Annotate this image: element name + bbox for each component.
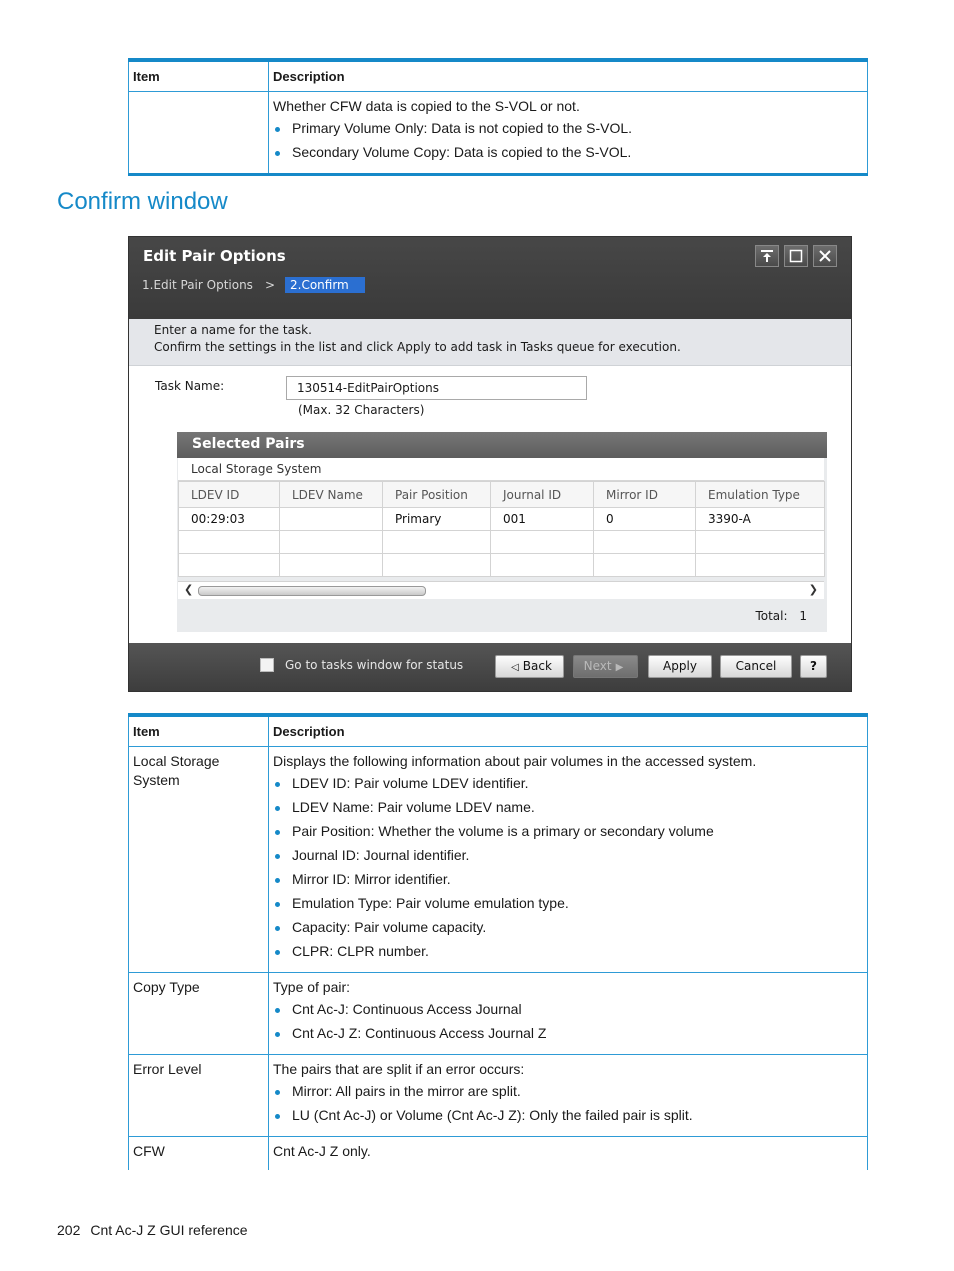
table-row	[129, 973, 868, 1055]
header-description: Description	[269, 60, 868, 92]
table-row	[129, 747, 868, 973]
bullet-list	[273, 1000, 863, 1043]
table-row	[129, 1055, 868, 1137]
confirm-window-description-table	[128, 713, 868, 1170]
list-item: Primary Volume Only: Data is not copied to the S-VOL.	[273, 119, 863, 138]
footer-title: Cnt Ac-J Z GUI reference	[90, 1222, 248, 1238]
description-cell	[269, 1055, 868, 1137]
list-item: Mirror ID: Mirror identifier.	[273, 870, 863, 889]
edit-pair-options-dialog	[128, 236, 852, 692]
task-name-label: Task Name:	[155, 379, 225, 393]
section-heading: Confirm window	[57, 188, 228, 215]
item-cell: Copy Type	[129, 973, 269, 1055]
list-item: LDEV Name: Pair volume LDEV name.	[273, 798, 863, 817]
instruction-line: Enter a name for the task.	[154, 323, 312, 337]
go-to-tasks-checkbox[interactable]	[260, 658, 274, 672]
item-cell: Local Storage System	[129, 747, 269, 973]
column-journal-id[interactable]: Journal ID	[491, 482, 594, 508]
next-button[interactable]	[573, 655, 638, 678]
list-item: LDEV ID: Pair volume LDEV identifier.	[273, 774, 863, 793]
table-cell	[280, 531, 383, 554]
table-cell	[594, 554, 696, 577]
instructions-panel	[129, 319, 851, 366]
scroll-left-icon[interactable]: ❮	[184, 583, 194, 596]
description-intro: Type of pair:	[273, 979, 351, 995]
table-row[interactable]	[179, 508, 825, 531]
table-cell: 0	[594, 508, 696, 531]
back-button[interactable]	[495, 655, 564, 678]
total-label: Total:	[755, 609, 788, 623]
go-to-tasks-label[interactable]: Go to tasks window for status	[285, 658, 464, 672]
cancel-button[interactable]: Cancel	[720, 655, 792, 678]
list-item: Mirror: All pairs in the mirror are split.	[273, 1082, 863, 1101]
header-item: Item	[129, 60, 269, 92]
scroll-right-icon[interactable]: ❯	[808, 583, 818, 596]
dialog-titlebar	[129, 237, 851, 319]
breadcrumb	[142, 278, 365, 292]
page-footer	[57, 1222, 248, 1238]
next-button-label: Next	[583, 659, 612, 673]
chevron-left-icon: ◁	[511, 662, 519, 673]
page-number: 202	[57, 1222, 81, 1238]
apply-button[interactable]: Apply	[648, 655, 712, 678]
item-cell: CFW	[129, 1137, 269, 1171]
list-item: Cnt Ac-J Z: Continuous Access Journal Z	[273, 1024, 863, 1043]
table-cell	[491, 554, 594, 577]
breadcrumb-step-confirm: 2.Confirm	[285, 277, 365, 293]
description-cell	[269, 747, 868, 973]
table-cell	[383, 554, 491, 577]
table-row	[129, 92, 868, 175]
table-header-row	[129, 715, 868, 747]
table-cell: 3390-A	[696, 508, 825, 531]
table-cell	[696, 531, 825, 554]
selected-pairs-panel	[177, 432, 827, 632]
table-cell	[696, 554, 825, 577]
list-item: CLPR: CLPR number.	[273, 942, 863, 961]
table-row	[129, 1137, 868, 1171]
selected-pairs-header: Selected Pairs	[177, 432, 827, 458]
total-value: 1	[799, 609, 807, 623]
list-item: LU (Cnt Ac-J) or Volume (Cnt Ac-J Z): Only the failed pair is split.	[273, 1106, 863, 1125]
list-item: Emulation Type: Pair volume emulation type.	[273, 894, 863, 913]
description-cell	[269, 1137, 868, 1171]
list-item: Journal ID: Journal identifier.	[273, 846, 863, 865]
table-cell	[179, 554, 280, 577]
table-cell	[280, 508, 383, 531]
list-item: Pair Position: Whether the volume is a primary or secondary volume	[273, 822, 863, 841]
description-intro: Cnt Ac-J Z only.	[273, 1143, 371, 1159]
table-row	[179, 531, 825, 554]
column-ldev-id[interactable]: LDEV ID	[179, 482, 280, 508]
column-ldev-name[interactable]: LDEV Name	[280, 482, 383, 508]
item-cell	[129, 92, 269, 175]
chevron-right-icon: ▶	[615, 662, 624, 673]
table-header-row	[129, 60, 868, 92]
table-cell	[280, 554, 383, 577]
back-button-label: Back	[522, 659, 552, 673]
horizontal-scrollbar[interactable]	[178, 581, 824, 599]
table-cell	[594, 531, 696, 554]
breadcrumb-step-edit-pair-options[interactable]: 1.Edit Pair Options	[142, 278, 253, 292]
description-intro: The pairs that are split if an error occurs:	[273, 1061, 525, 1077]
breadcrumb-separator: >	[264, 278, 275, 292]
item-cell: Error Level	[129, 1055, 269, 1137]
column-mirror-id[interactable]: Mirror ID	[594, 482, 696, 508]
header-description: Description	[269, 715, 868, 747]
instruction-line: Confirm the settings in the list and click Apply to add task in Tasks queue for execution.	[154, 340, 681, 354]
table-cell	[179, 531, 280, 554]
selected-pairs-table	[178, 481, 825, 577]
cfw-description-table	[128, 58, 868, 176]
column-pair-position[interactable]: Pair Position	[383, 482, 491, 508]
dialog-title: Edit Pair Options	[143, 247, 286, 265]
description-intro: Displays the following information about pair volumes in the accessed system.	[273, 753, 757, 769]
total-count	[755, 609, 807, 623]
task-name-input[interactable]	[286, 376, 587, 400]
table-cell: 00:29:03	[179, 508, 280, 531]
table-cell: Primary	[383, 508, 491, 531]
local-storage-system-label: Local Storage System	[178, 458, 824, 481]
list-item: Capacity: Pair volume capacity.	[273, 918, 863, 937]
description-cell	[269, 92, 868, 175]
maximize-icon[interactable]	[784, 245, 808, 267]
column-emulation-type[interactable]: Emulation Type	[696, 482, 825, 508]
help-icon[interactable]: ?	[800, 655, 827, 678]
description-cell	[269, 973, 868, 1055]
list-item: Secondary Volume Copy: Data is copied to the S-VOL.	[273, 143, 863, 162]
scrollbar-thumb[interactable]	[198, 586, 426, 596]
table-header-row	[179, 482, 825, 508]
table-cell: 001	[491, 508, 594, 531]
bullet-list	[273, 119, 863, 162]
pin-icon[interactable]	[755, 245, 779, 267]
header-item: Item	[129, 715, 269, 747]
bullet-list	[273, 1082, 863, 1125]
task-name-hint: (Max. 32 Characters)	[298, 403, 425, 417]
dialog-footer	[129, 643, 851, 691]
list-item: Cnt Ac-J: Continuous Access Journal	[273, 1000, 863, 1019]
table-cell	[491, 531, 594, 554]
bullet-list	[273, 774, 863, 961]
close-icon[interactable]	[813, 245, 837, 267]
description-intro: Whether CFW data is copied to the S-VOL or not.	[273, 98, 580, 114]
table-row	[179, 554, 825, 577]
table-cell	[383, 531, 491, 554]
